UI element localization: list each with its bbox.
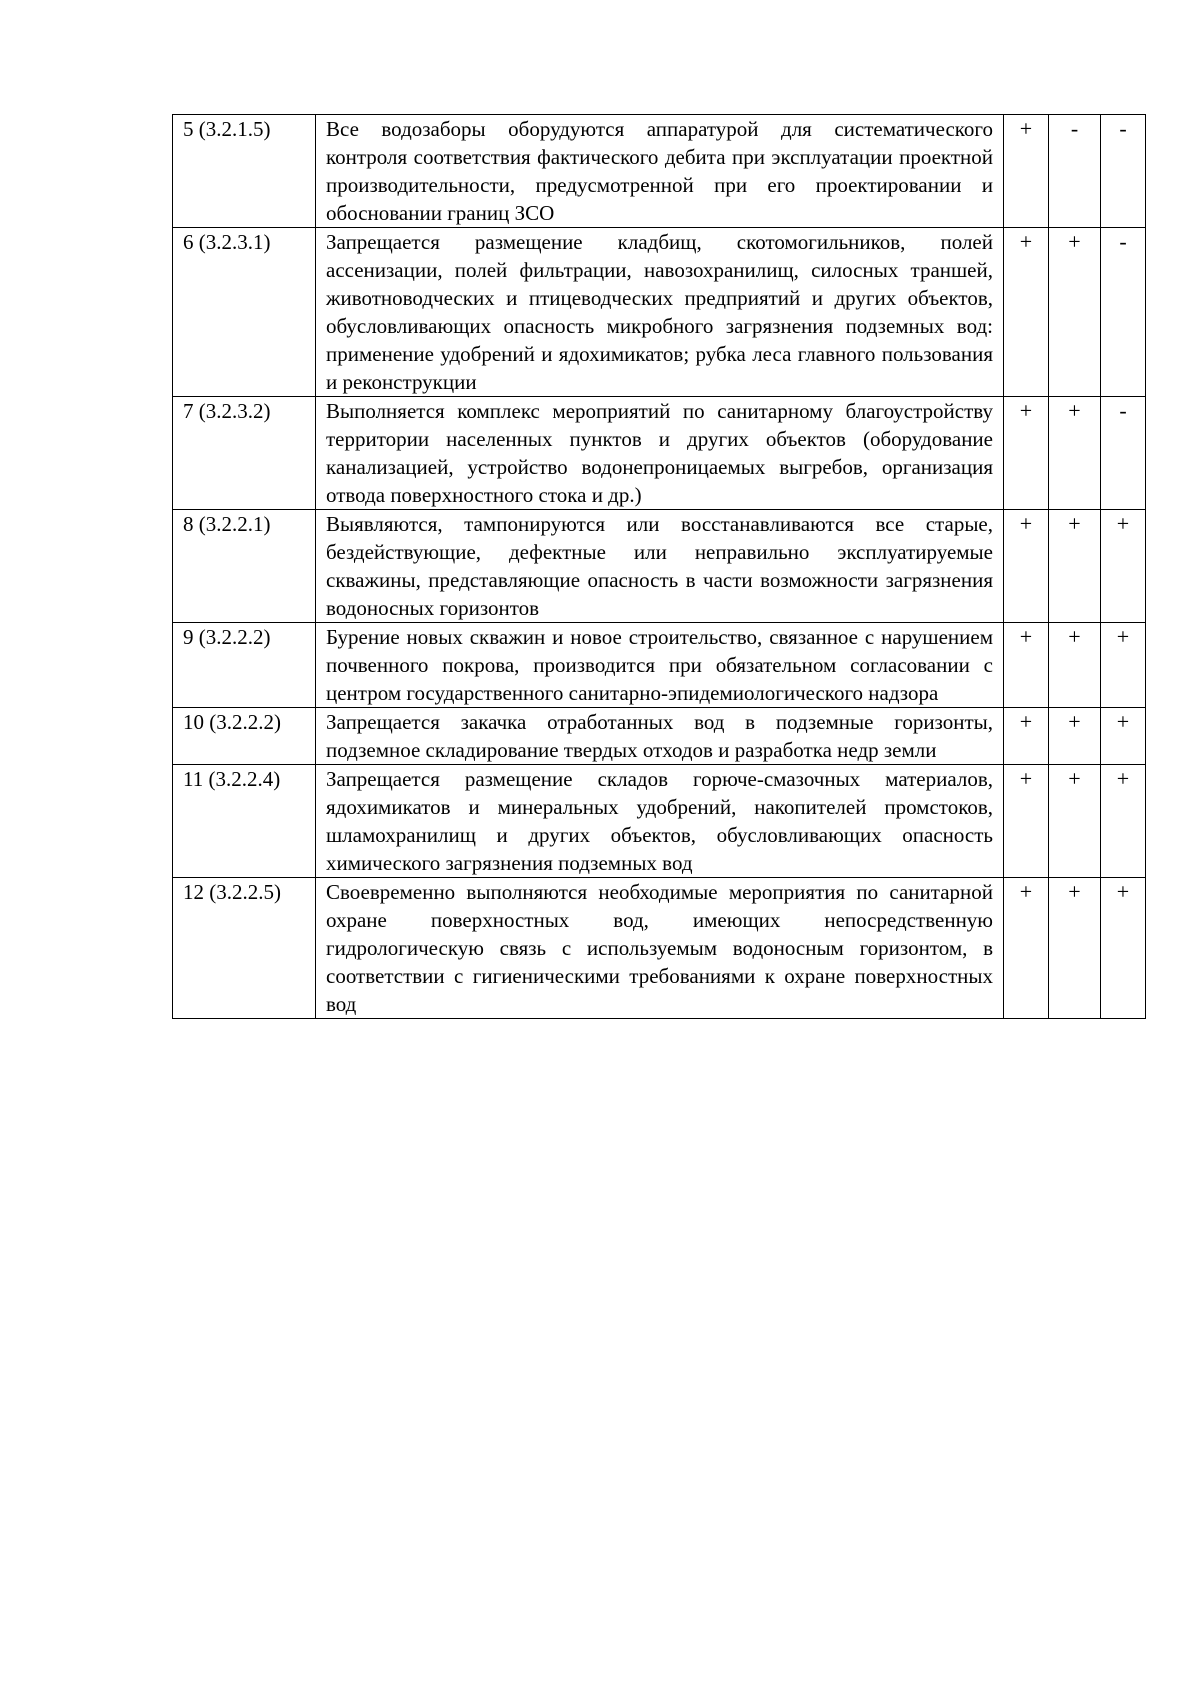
table-row: [173, 115, 1146, 228]
row-mark-2: +: [1049, 228, 1101, 397]
row-mark-1: +: [1004, 765, 1049, 878]
row-mark-2: +: [1049, 510, 1101, 623]
row-mark-1: +: [1004, 115, 1049, 228]
table-row: [173, 397, 1146, 510]
row-mark-1: +: [1004, 228, 1049, 397]
row-number-cell: 12 (3.2.2.5): [173, 878, 316, 1019]
row-text-cell: Запрещается размещение складов горюче-смазочных материалов, ядохимикатов и минеральных удобрений, накопителей промстоков, шламохранилищ и других объектов, обусловливающих опасность химического загрязнения подземных вод: [316, 765, 1004, 878]
row-text-cell: Бурение новых скважин и новое строительство, связанное с нарушением почвенного покрова, производится при обязательном согласовании с центром государственного санитарно-эпидемиологического надзора: [316, 623, 1004, 708]
row-mark-1: +: [1004, 878, 1049, 1019]
row-mark-2: +: [1049, 397, 1101, 510]
table-row: [173, 878, 1146, 1019]
table-row: [173, 623, 1146, 708]
row-number-cell: 8 (3.2.2.1): [173, 510, 316, 623]
row-text-cell: Все водозаборы оборудуются аппаратурой для систематического контроля соответствия фактического дебита при эксплуатации проектной производительности, предусмотренной при его проектировании и обосновании границ ЗСО: [316, 115, 1004, 228]
row-mark-3: +: [1101, 765, 1146, 878]
table-row: [173, 765, 1146, 878]
row-mark-1: +: [1004, 510, 1049, 623]
row-text-cell: Выполняется комплекс мероприятий по санитарному благоустройству территории населенных пунктов и других объектов (оборудование канализацией, устройство водонепроницаемых выгребов, организация отвода поверхностного стока и др.): [316, 397, 1004, 510]
row-mark-2: +: [1049, 708, 1101, 765]
row-mark-3: -: [1101, 115, 1146, 228]
row-mark-2: -: [1049, 115, 1101, 228]
row-mark-3: +: [1101, 623, 1146, 708]
row-text-cell: Запрещается закачка отработанных вод в подземные горизонты, подземное складирование твердых отходов и разработка недр земли: [316, 708, 1004, 765]
row-mark-2: +: [1049, 765, 1101, 878]
row-text-cell: Выявляются, тампонируются или восстанавливаются все старые, бездействующие, дефектные или неправильно эксплуатируемые скважины, представляющие опасность в части возможности загрязнения водоносных горизонтов: [316, 510, 1004, 623]
row-number-cell: 10 (3.2.2.2): [173, 708, 316, 765]
row-number-cell: 5 (3.2.1.5): [173, 115, 316, 228]
row-mark-2: +: [1049, 878, 1101, 1019]
row-number-cell: 11 (3.2.2.4): [173, 765, 316, 878]
requirements-table: [172, 114, 1146, 1019]
row-mark-3: +: [1101, 878, 1146, 1019]
row-number-cell: 7 (3.2.3.2): [173, 397, 316, 510]
table-row: [173, 228, 1146, 397]
row-mark-3: -: [1101, 228, 1146, 397]
row-mark-3: +: [1101, 510, 1146, 623]
row-number-cell: 6 (3.2.3.1): [173, 228, 316, 397]
row-mark-3: -: [1101, 397, 1146, 510]
row-text-cell: Запрещается размещение кладбищ, скотомогильников, полей ассенизации, полей фильтрации, навозохранилищ, силосных траншей, животноводческих и птицеводческих предприятий и других объектов, обусловливающих опасность микробного загрязнения подземных вод: применение удобрений и ядохимикатов; рубка леса главного пользования и реконструкции: [316, 228, 1004, 397]
row-mark-1: +: [1004, 623, 1049, 708]
row-mark-1: +: [1004, 708, 1049, 765]
table-row: [173, 708, 1146, 765]
row-mark-2: +: [1049, 623, 1101, 708]
row-text-cell: Своевременно выполняются необходимые мероприятия по санитарной охране поверхностных вод, имеющих непосредственную гидрологическую связь с используемым водоносным горизонтом, в соответствии с гигиеническими требованиями к охране поверхностных вод: [316, 878, 1004, 1019]
row-mark-3: +: [1101, 708, 1146, 765]
row-mark-1: +: [1004, 397, 1049, 510]
requirements-table-body: [173, 115, 1146, 1019]
table-row: [173, 510, 1146, 623]
row-number-cell: 9 (3.2.2.2): [173, 623, 316, 708]
